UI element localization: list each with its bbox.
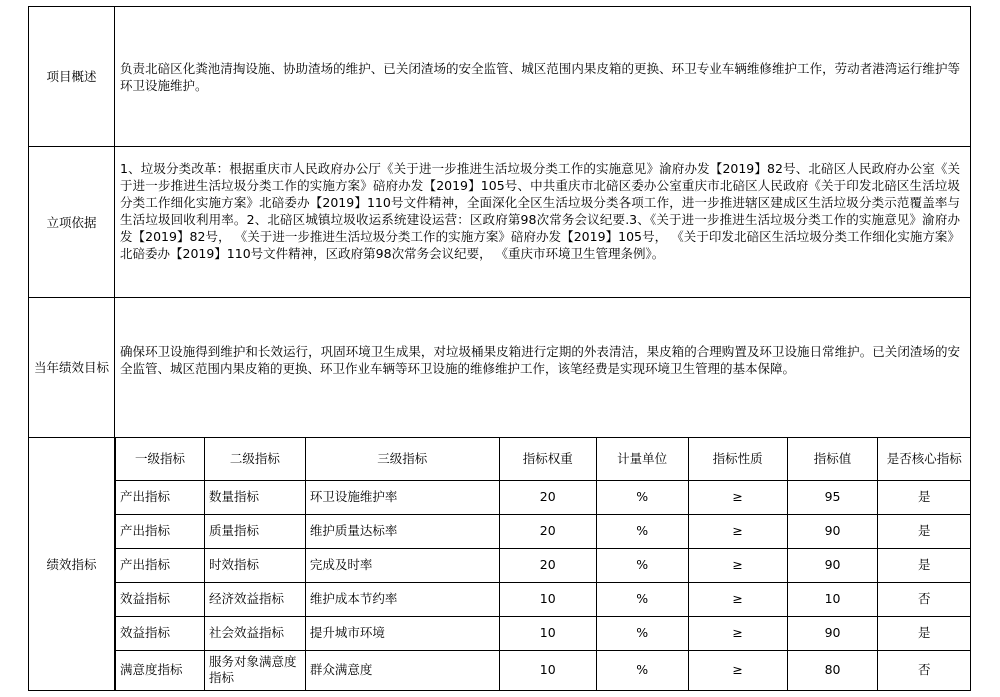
level1-cell: 产出指标 [116, 548, 205, 582]
level1-cell: 产出指标 [116, 514, 205, 548]
nature-cell: ≥ [688, 650, 787, 690]
value-cell: 95 [787, 480, 878, 514]
table-row [116, 616, 971, 650]
performance-form [28, 6, 971, 691]
overview-text: 负责北碚区化粪池清掏设施、协助渣场的维护、已关闭渣场的安全监管、城区范围内果皮箱的更换、环卫专业车辆维修维护工作，劳动者港湾运行维护等环卫设施维护。 [120, 61, 960, 93]
core-cell: 是 [878, 514, 970, 548]
kpi-header-cell: 指标值 [787, 438, 878, 480]
value-cell: 90 [787, 616, 878, 650]
unit-cell: % [596, 582, 688, 616]
unit-cell: % [596, 548, 688, 582]
kpi-header-cell: 指标权重 [499, 438, 596, 480]
table-row [116, 582, 971, 616]
level1-cell: 效益指标 [116, 582, 205, 616]
value-cell: 10 [787, 582, 878, 616]
nature-cell: ≥ [688, 616, 787, 650]
weight-cell: 20 [499, 548, 596, 582]
level2-cell: 时效指标 [204, 548, 305, 582]
overview-row [29, 7, 970, 147]
level1-cell: 产出指标 [116, 480, 205, 514]
weight-cell: 10 [499, 616, 596, 650]
unit-cell: % [596, 616, 688, 650]
kpi-header-cell: 是否核心指标 [878, 438, 970, 480]
value-cell: 80 [787, 650, 878, 690]
level3-cell: 群众满意度 [305, 650, 499, 690]
basis-label: 立项依据 [29, 147, 115, 297]
core-cell: 是 [878, 480, 970, 514]
nature-cell: ≥ [688, 582, 787, 616]
level2-cell: 经济效益指标 [204, 582, 305, 616]
level1-cell: 效益指标 [116, 616, 205, 650]
overview-label: 项目概述 [29, 7, 115, 146]
kpi-header-cell: 二级指标 [204, 438, 305, 480]
core-cell: 否 [878, 650, 970, 690]
nature-cell: ≥ [688, 548, 787, 582]
level2-cell: 数量指标 [204, 480, 305, 514]
table-row [116, 548, 971, 582]
kpi-header-cell: 计量单位 [596, 438, 688, 480]
core-cell: 是 [878, 616, 970, 650]
goal-row [29, 298, 970, 438]
kpi-header-cell: 指标性质 [688, 438, 787, 480]
level3-cell: 完成及时率 [305, 548, 499, 582]
table-row [116, 480, 971, 514]
value-cell: 90 [787, 548, 878, 582]
value-cell: 90 [787, 514, 878, 548]
core-cell: 否 [878, 582, 970, 616]
kpi-label: 绩效指标 [29, 438, 115, 690]
level2-cell: 社会效益指标 [204, 616, 305, 650]
table-row [116, 514, 971, 548]
basis-row [29, 147, 970, 298]
kpi-section [29, 438, 970, 690]
kpi-table [115, 438, 970, 690]
level3-cell: 提升城市环境 [305, 616, 499, 650]
level3-cell: 维护质量达标率 [305, 514, 499, 548]
table-row [116, 650, 971, 690]
nature-cell: ≥ [688, 480, 787, 514]
goal-text: 确保环卫设施得到维护和长效运行，巩固环境卫生成果，对垃圾桶果皮箱进行定期的外表清洁，果皮箱的合理购置及环卫设施日常维护。已关闭渣场的安全监管、城区范围内果皮箱的更换、环卫作业车辆等环卫设施的维修维护工作，该笔经费是实现环境卫生管理的基本保障。 [120, 344, 960, 376]
level2-cell: 服务对象满意度指标 [204, 650, 305, 690]
weight-cell: 20 [499, 480, 596, 514]
weight-cell: 20 [499, 514, 596, 548]
kpi-header-cell: 三级指标 [305, 438, 499, 480]
level2-cell: 质量指标 [204, 514, 305, 548]
kpi-header-row [116, 438, 971, 480]
core-cell: 是 [878, 548, 970, 582]
weight-cell: 10 [499, 582, 596, 616]
level3-cell: 维护成本节约率 [305, 582, 499, 616]
level3-cell: 环卫设施维护率 [305, 480, 499, 514]
nature-cell: ≥ [688, 514, 787, 548]
kpi-header-cell: 一级指标 [116, 438, 205, 480]
weight-cell: 10 [499, 650, 596, 690]
unit-cell: % [596, 650, 688, 690]
basis-text: 1、垃圾分类改革：根据重庆市人民政府办公厅《关于进一步推进生活垃圾分类工作的实施意见》渝府办发【2019】82号、北碚区人民政府办公室《关于进一步推进生活垃圾分类工作的实施方案》碚府办发【2019】105号、中共重庆市北碚区委办公室重庆市北碚区人民政府《关于印发北碚区生活垃圾分类工作细化实施方案》北碚委办【2019】110号文件精神，全面深化全区生活垃圾分类各项工作，进一步推进辖区建成区生活垃圾分类示范覆盖率与生活垃圾回收利用率。2、北碚区城镇垃圾收运系统建设运营：区政府第98次常务会议纪要.3、《关于进一步推进生活垃圾分类工作的实施意见》渝府办发【2019】82号， 《关于进一步推进生活垃圾分类工作的实施方案》碚府办发【2019】105号， 《关于印发北碚区生活垃圾分类工作细化实施方案》北碚委办【2019】110号文件精神，区政府第98次常务会议纪要， 《重庆市环境卫生管理条例》。 [120, 161, 960, 261]
level1-cell: 满意度指标 [116, 650, 205, 690]
unit-cell: % [596, 514, 688, 548]
unit-cell: % [596, 480, 688, 514]
goal-label: 当年绩效目标 [29, 298, 115, 437]
